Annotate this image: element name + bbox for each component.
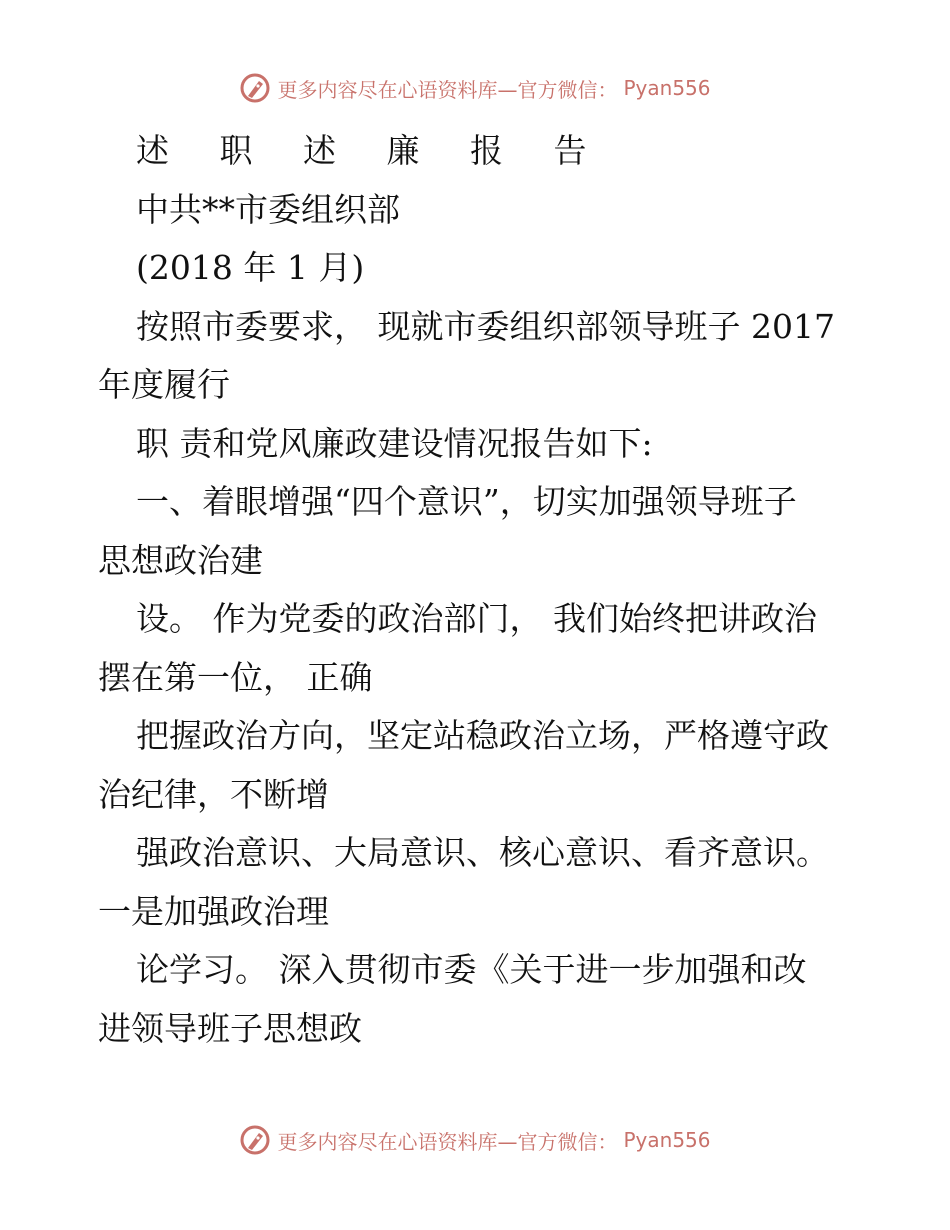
section-heading: 思想政治建 <box>98 540 263 580</box>
paragraph-line: 按照市委要求， 现就市委组织部领导班子 2017 <box>136 306 835 346</box>
document-body <box>98 122 858 1058</box>
header-banner <box>0 72 950 104</box>
paragraph-line: 职 责和党风廉政建设情况报告如下: <box>136 423 653 463</box>
paragraph-line: 把握政治方向，坚定站稳政治立场，严格遵守政 <box>136 716 829 755</box>
pen-nib-logo-icon <box>239 1124 271 1156</box>
banner-wechat-id: Pyan556 <box>623 1128 711 1152</box>
banner-wechat-id: Pyan556 <box>623 76 711 100</box>
document-title: 述 职 述 廉 报 告 <box>136 131 607 170</box>
footer-banner <box>0 1124 950 1156</box>
pen-nib-logo-icon <box>239 72 271 104</box>
paragraph-line: 强政治意识、大局意识、核心意识、看齐意识。 <box>136 833 829 872</box>
banner-text: 更多内容尽在心语资料库—官方微信： <box>277 1129 618 1154</box>
paragraph-line: 论学习。 深入贯彻市委《关于进一步加强和改 <box>136 950 807 989</box>
document-issuer: 中共**市委组织部 <box>136 189 400 229</box>
banner-text: 更多内容尽在心语资料库—官方微信： <box>277 77 618 102</box>
paragraph-line: 一是加强政治理 <box>98 891 329 931</box>
paragraph-line: 进领导班子思想政 <box>98 1008 362 1048</box>
document-date: (2018 年 1 月) <box>136 248 365 287</box>
section-heading: 一、着眼增强“四个意识”，切实加强领导班子 <box>136 482 797 521</box>
paragraph-line: 摆在第一位， 正确 <box>98 657 373 697</box>
paragraph-line: 年度履行 <box>98 365 230 404</box>
paragraph-line: 治纪律，不断增 <box>98 774 329 814</box>
paragraph-line: 设。 作为党委的政治部门， 我们始终把讲政治 <box>136 599 817 638</box>
